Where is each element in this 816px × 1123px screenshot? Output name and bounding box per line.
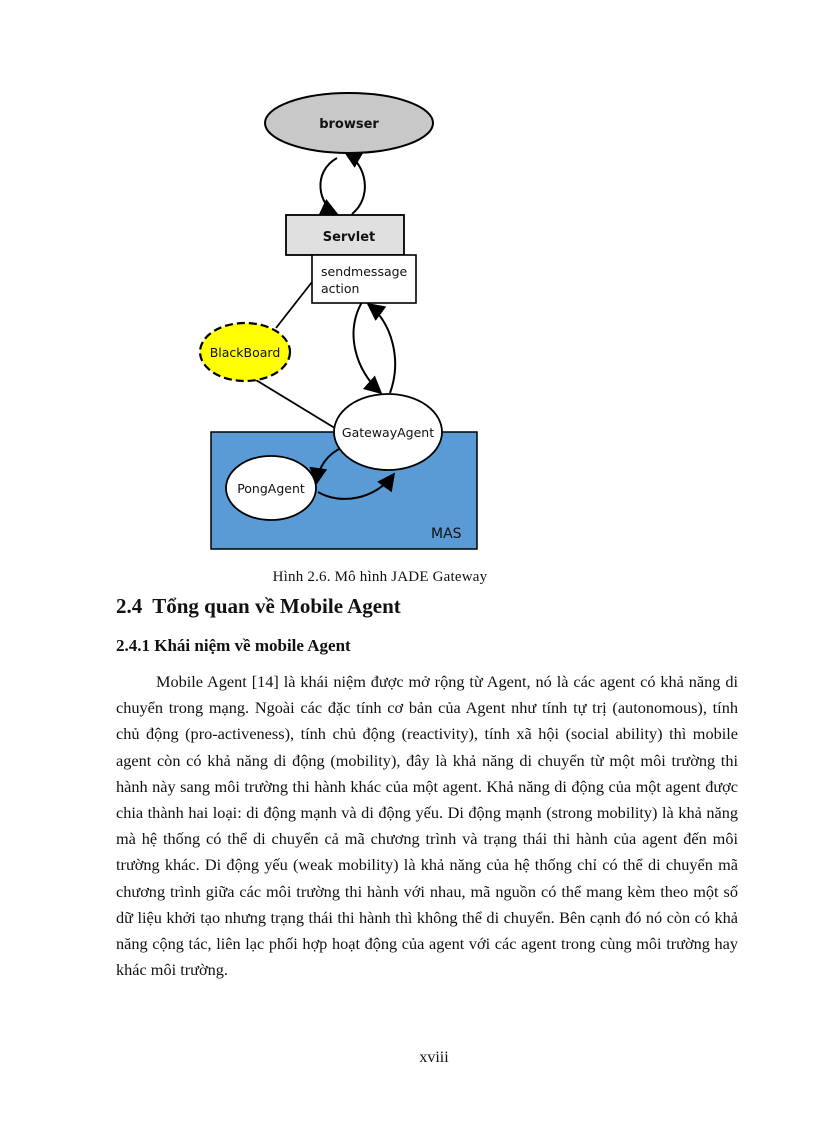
edge-gateway-action (368, 304, 395, 393)
section-title: Tổng quan về Mobile Agent (152, 594, 401, 618)
action-label-line1: sendmessage (321, 264, 408, 279)
browser-label: browser (319, 117, 379, 132)
edge-browser-servlet (320, 158, 337, 214)
servlet-label: Servlet (322, 230, 376, 245)
figure-caption: Hình 2.6. Mô hình JADE Gateway (272, 569, 488, 585)
gateway-agent-label: GatewayAgent (341, 425, 435, 440)
subsection-heading: 2.4.1 Khái niệm về mobile Agent (116, 636, 351, 655)
section-heading (116, 594, 401, 619)
mas-label: MAS (431, 526, 462, 542)
edge-blackboard-action (276, 282, 312, 328)
edge-blackboard-gateway (251, 377, 338, 430)
pong-agent-label: PongAgent (237, 481, 305, 496)
action-label-line2: action (321, 281, 360, 296)
body-paragraph: Mobile Agent [14] là khái niệm được mở rộng từ Agent, nó là các agent có khả năng di chuyển trong mạng. Ngoài các đặc tính cơ bản của Agent như tính tự trị (autonomous), tính chủ động (pro-activeness), tính chủ động (reactivity), tính xã hội (social ability) thì mobile agent còn có khả năng di động (mobility), đây là khả năng di chuyển từ một môi trường thi hành này sang môi trường thi hành khác của một agent. Khả năng di động của một agent được chia thành hai loại: di động mạnh và di động yếu. Di động mạnh (strong mobility) là khả năng mà hệ thống có thể di chuyển cả mã chương trình và trạng thái thi hành của agent đến môi trường khác. Di động yếu (weak mobility) là khả năng của hệ thống chỉ có thể di chuyển mã chương trình giữa các môi trường thi hành với nhau, mã nguồn có thể mang kèm theo một số dữ liệu khởi tạo nhưng trạng thái thi hành thì không thể di chuyển. Bên cạnh đó nó còn có khả năng cộng tác, liên lạc phối hợp hoạt động của agent với các agent trong cùng môi trường hay khác môi trường. (116, 672, 738, 980)
page-number: xviii (419, 1049, 449, 1066)
edge-servlet-browser (345, 152, 365, 214)
edge-action-gateway (354, 302, 381, 393)
blackboard-label: BlackBoard (209, 345, 281, 360)
section-number: 2.4 (116, 594, 143, 618)
